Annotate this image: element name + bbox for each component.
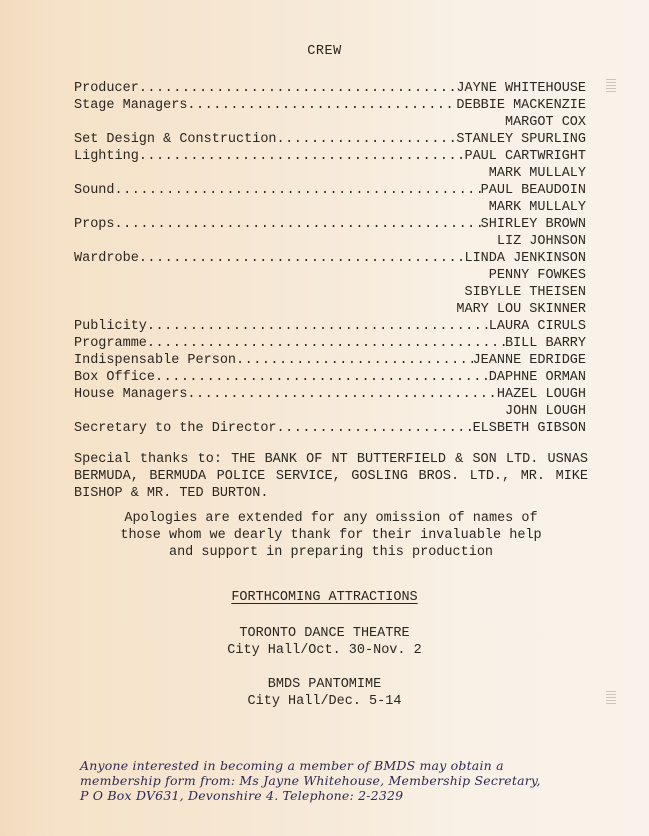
crew-row-secretary (74, 420, 586, 437)
crew-role: Secretary to the Director (74, 421, 277, 436)
membership-note-line: P O Box DV631, Devonshire 4. Telephone: 2-2329 (80, 788, 404, 803)
crew-role: Lighting (74, 149, 139, 164)
crew-role: Producer (74, 81, 139, 96)
paper-speck (606, 690, 616, 704)
crew-name: HAZEL LOUGH (496, 387, 586, 402)
event-venue: City Hall/Oct. 30-Nov. 2 (227, 643, 422, 658)
forthcoming-title-text: FORTHCOMING ATTRACTIONS (231, 590, 418, 605)
leader-dots (139, 250, 465, 267)
forthcoming-title (0, 590, 649, 605)
crew-name: PAUL CARTWRIGHT (464, 149, 586, 164)
crew-role: Indispensable Person (74, 353, 237, 368)
crew-name: MARK MULLALY (488, 166, 586, 181)
event-toronto-dance-theatre (0, 625, 649, 659)
crew-role: Wardrobe (74, 251, 139, 266)
apology-line: Apologies are extended for any omission of names of (124, 511, 538, 526)
event-name: TORONTO DANCE THEATRE (239, 626, 410, 641)
apology-line: those whom we dearly thank for their invaluable help (120, 528, 542, 543)
crew-row-producer (74, 80, 586, 97)
crew-name: JAYNE WHITEHOUSE (456, 81, 586, 96)
membership-note-line: Anyone interested in becoming a member of BMDS may obtain a (80, 758, 504, 773)
crew-list (74, 80, 586, 437)
crew-row-lighting (74, 148, 586, 165)
crew-name: BILL BARRY (504, 336, 586, 351)
crew-role: Publicity (74, 319, 147, 334)
crew-name: MARY LOU SKINNER (456, 302, 586, 317)
crew-row-wardrobe (74, 250, 586, 267)
membership-note (80, 758, 620, 803)
leader-dots (187, 386, 496, 403)
leader-dots (187, 97, 456, 114)
leader-dots (147, 335, 505, 352)
crew-row-set-design (74, 131, 586, 148)
crew-role: House Managers (74, 387, 188, 402)
leader-dots (115, 216, 481, 233)
crew-name: SIBYLLE THEISEN (464, 285, 586, 300)
apology-line: and support in preparing this production (168, 545, 494, 560)
crew-name: LINDA JENKINSON (464, 251, 586, 266)
crew-heading: CREW (307, 44, 342, 59)
leader-dots (115, 182, 481, 199)
leader-dots (139, 148, 465, 165)
crew-name: LIZ JOHNSON (496, 234, 586, 249)
crew-name: DEBBIE MACKENZIE (456, 98, 586, 113)
crew-name: SHIRLEY BROWN (480, 217, 586, 232)
crew-role: Sound (74, 183, 115, 198)
crew-name: JEANNE EDRIDGE (472, 353, 586, 368)
crew-row-publicity (74, 318, 586, 335)
crew-role: Props (74, 217, 115, 232)
crew-row-props (74, 216, 586, 233)
crew-name: DAPHNE ORMAN (488, 370, 586, 385)
event-venue: City Hall/Dec. 5-14 (247, 694, 402, 709)
leader-dots (236, 352, 473, 369)
crew-row-sound (74, 182, 586, 199)
leader-dots (277, 131, 457, 148)
crew-row-house-managers (74, 386, 586, 403)
event-bmds-pantomime (0, 676, 649, 710)
membership-note-line: membership form from: Ms Jayne Whitehouse, Membership Secretary, (80, 773, 541, 788)
crew-name: PENNY FOWKES (488, 268, 586, 283)
event-name: BMDS PANTOMIME (267, 677, 382, 692)
crew-row-stage-managers (74, 97, 586, 114)
leader-dots (277, 420, 473, 437)
paper-speck (606, 78, 616, 92)
crew-role: Box Office (74, 370, 156, 385)
apology-note (74, 510, 588, 561)
leader-dots (139, 80, 457, 97)
crew-role: Programme (74, 336, 147, 351)
crew-name: MARGOT COX (504, 115, 586, 130)
crew-name: STANLEY SPURLING (456, 132, 586, 147)
special-thanks: Special thanks to: THE BANK OF NT BUTTERFIELD & SON LTD. USNAS BERMUDA, BERMUDA POLICE SERVICE, GOSLING BROS. LTD., MR. MIKE BISHOP & MR. TED BURTON. (74, 452, 588, 501)
leader-dots (147, 318, 489, 335)
crew-row-indispensable-person (74, 352, 586, 369)
crew-name: JOHN LOUGH (504, 404, 586, 419)
crew-name: MARK MULLALY (488, 200, 586, 215)
crew-name: PAUL BEAUDOIN (480, 183, 586, 198)
crew-row-programme (74, 335, 586, 352)
crew-name: ELSBETH GIBSON (472, 421, 586, 436)
leader-dots (155, 369, 489, 386)
crew-name: LAURA CIRULS (488, 319, 586, 334)
crew-role: Stage Managers (74, 98, 188, 113)
crew-role: Set Design & Construction (74, 132, 277, 147)
crew-row-box-office (74, 369, 586, 386)
